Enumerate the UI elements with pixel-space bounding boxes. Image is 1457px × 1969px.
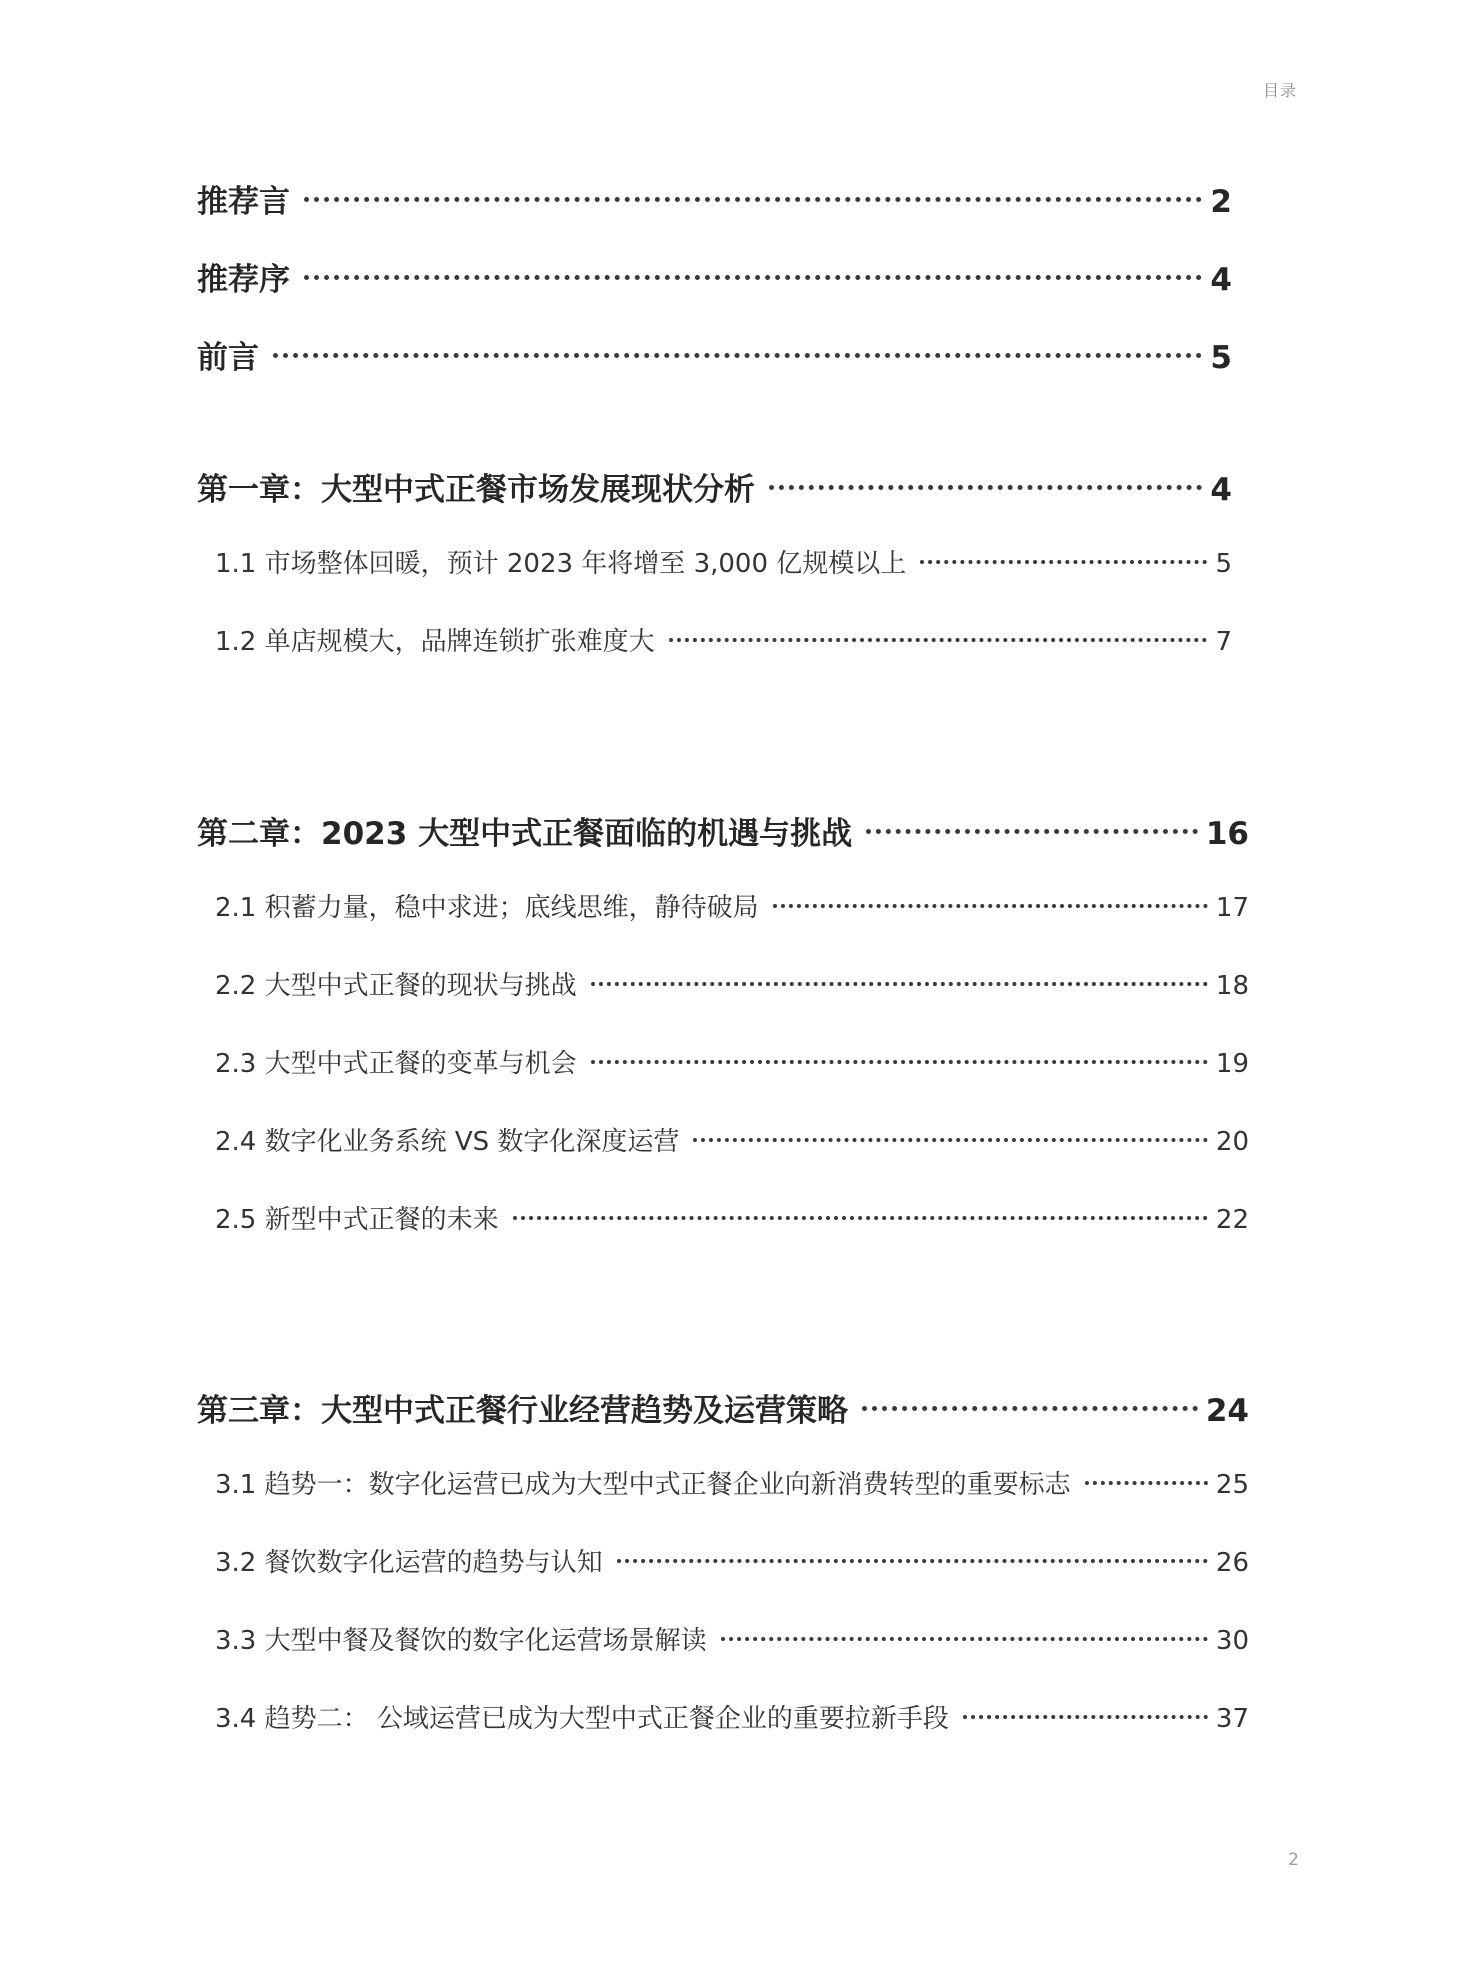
- toc-entry-title: 推荐言: [197, 184, 290, 220]
- dot-leader: [617, 1559, 1208, 1563]
- toc-section-title: 2.3 大型中式正餐的变革与机会: [215, 1049, 577, 1079]
- toc-chapter-1[interactable]: [197, 464, 1232, 509]
- toc-chapter-title: 第一章：大型中式正餐市场发展现状分析: [197, 472, 755, 508]
- dot-leader: [769, 485, 1202, 490]
- dot-leader: [1085, 1481, 1208, 1485]
- toc-entry-front[interactable]: [197, 332, 1232, 377]
- toc-entry-front[interactable]: [197, 254, 1232, 299]
- toc-section-title: 2.2 大型中式正餐的现状与挑战: [215, 971, 577, 1001]
- toc-section-page: 7: [1215, 627, 1232, 657]
- header-label: 目录: [1262, 81, 1297, 100]
- toc-section-title: 3.3 大型中餐及餐饮的数字化运营场景解读: [215, 1626, 707, 1656]
- dot-leader: [591, 1060, 1208, 1064]
- toc-section[interactable]: [215, 1121, 1249, 1158]
- toc-chapter-page: 16: [1205, 816, 1249, 852]
- toc-section-page: 22: [1215, 1205, 1249, 1235]
- toc-entry-page: 5: [1210, 340, 1232, 376]
- toc-section-page: 18: [1215, 971, 1249, 1001]
- toc-entry-title: 推荐序: [197, 262, 290, 298]
- toc-section-title: 2.5 新型中式正餐的未来: [215, 1205, 499, 1235]
- toc-section[interactable]: [215, 621, 1232, 658]
- toc-section-title: 1.1 市场整体回暖，预计 2023 年将增至 3,000 亿规模以上: [215, 549, 907, 579]
- toc-chapter-3[interactable]: [197, 1385, 1249, 1430]
- toc-chapter-title: 第二章：2023 大型中式正餐面临的机遇与挑战: [197, 816, 853, 852]
- toc-section-page: 5: [1215, 549, 1232, 579]
- toc-section-title: 3.1 趋势一：数字化运营已成为大型中式正餐企业向新消费转型的重要标志: [215, 1470, 1071, 1500]
- toc-section-title: 2.1 积蓄力量，稳中求进；底线思维，静待破局: [215, 893, 759, 923]
- toc-section[interactable]: [215, 887, 1249, 924]
- toc-section-page: 30: [1215, 1626, 1249, 1656]
- toc-section-title: 2.4 数字化业务系统 VS 数字化深度运营: [215, 1127, 680, 1157]
- dot-leader: [920, 560, 1207, 564]
- toc-section[interactable]: [215, 1043, 1249, 1080]
- dot-leader: [591, 982, 1208, 986]
- toc-section-title: 3.2 餐饮数字化运营的趋势与认知: [215, 1548, 603, 1578]
- toc-section-page: 20: [1215, 1127, 1249, 1157]
- toc-entry-front[interactable]: [197, 176, 1232, 221]
- toc-chapter-title: 第三章：大型中式正餐行业经营趋势及运营策略: [197, 1393, 848, 1429]
- dot-leader: [669, 638, 1208, 642]
- toc-section-title: 1.2 单店规模大，品牌连锁扩张难度大: [215, 627, 655, 657]
- dot-leader: [273, 353, 1202, 358]
- toc-section-page: 25: [1215, 1470, 1249, 1500]
- toc-section-page: 17: [1215, 893, 1249, 923]
- toc-section[interactable]: [215, 1542, 1249, 1579]
- dot-leader: [304, 275, 1202, 280]
- dot-leader: [963, 1715, 1208, 1719]
- toc-section-page: 37: [1215, 1704, 1249, 1734]
- dot-leader: [693, 1138, 1207, 1142]
- dot-leader: [866, 829, 1198, 834]
- page-number: 2: [1288, 1850, 1299, 1870]
- toc-section-title: 3.4 趋势二： 公域运营已成为大型中式正餐企业的重要拉新手段: [215, 1704, 949, 1734]
- toc-section[interactable]: [215, 1464, 1249, 1501]
- toc-chapter-page: 24: [1205, 1393, 1249, 1429]
- toc-chapter-page: 4: [1210, 472, 1232, 508]
- dot-leader: [721, 1637, 1208, 1641]
- toc-section[interactable]: [215, 965, 1249, 1002]
- toc-section-page: 26: [1215, 1548, 1249, 1578]
- toc-section-page: 19: [1215, 1049, 1249, 1079]
- toc-chapter-2[interactable]: [197, 808, 1249, 853]
- toc-section[interactable]: [215, 1199, 1249, 1236]
- toc-entry-page: 4: [1210, 262, 1232, 298]
- toc-entry-page: 2: [1210, 184, 1232, 220]
- dot-leader: [304, 197, 1202, 202]
- toc-section[interactable]: [215, 1620, 1249, 1657]
- toc-section[interactable]: [215, 1698, 1249, 1735]
- dot-leader: [773, 904, 1208, 908]
- toc-entry-title: 前言: [197, 340, 259, 376]
- dot-leader: [513, 1216, 1208, 1220]
- toc-section[interactable]: [215, 543, 1232, 580]
- dot-leader: [862, 1406, 1198, 1411]
